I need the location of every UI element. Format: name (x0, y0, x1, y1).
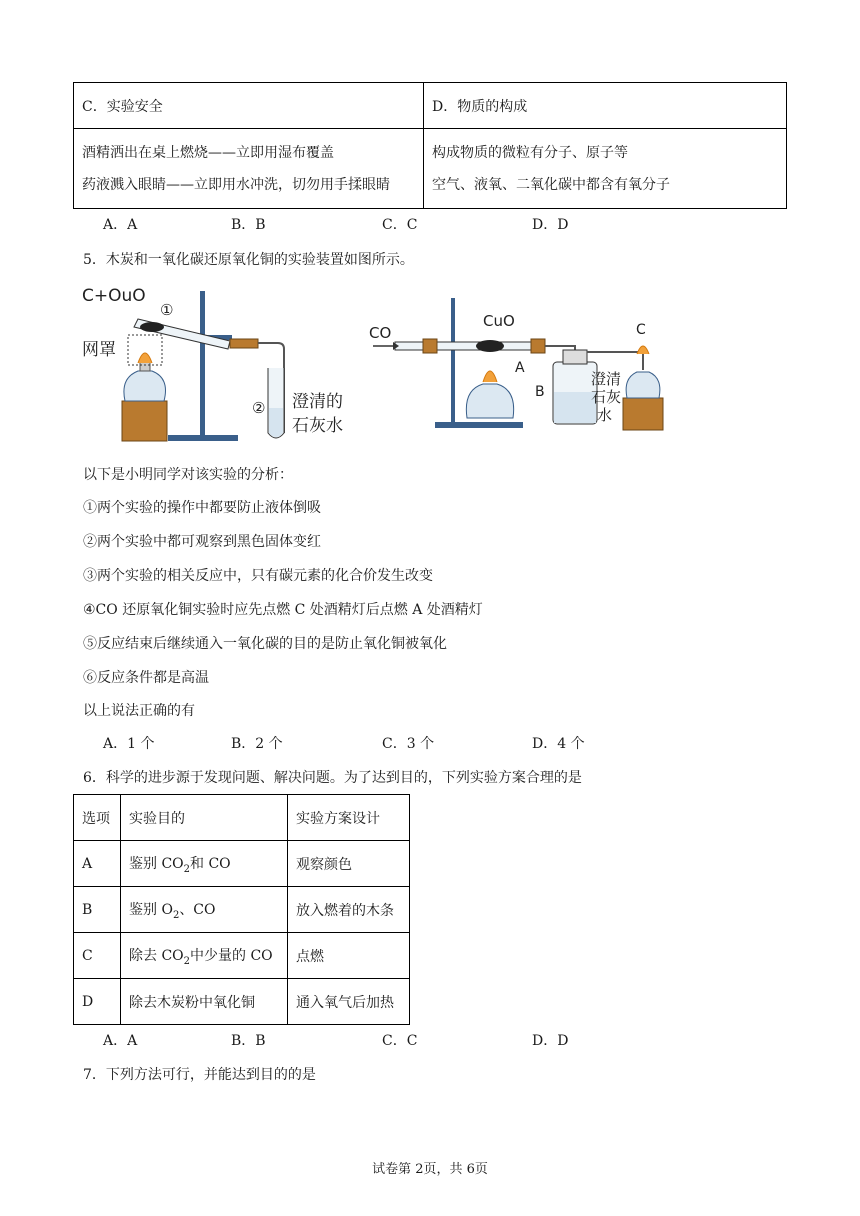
q6-option-c[interactable]: C．C (382, 1033, 418, 1049)
table-row (74, 933, 410, 979)
stand-rod (200, 291, 205, 437)
q5-option-d[interactable]: D．4 个 (532, 736, 585, 752)
fig2-lime-label-3: 水 (597, 406, 613, 424)
q6-row-a-goal: 鉴别 $CO_2$和 CO (121, 841, 288, 887)
q6-row-d-goal: 除去木炭粉中氧化铜 (121, 979, 288, 1025)
c-line-2: 药液溅入眼睛——立即用水冲洗，切勿用手揉眼睛 (82, 176, 390, 193)
fig2-c-label: C (636, 322, 646, 338)
q6-option-b[interactable]: B．B (231, 1033, 266, 1049)
wood-block-2 (623, 398, 663, 430)
q5-statement-1: ①两个实验的操作中都要防止液体倒吸 (83, 500, 321, 516)
table-row (74, 841, 410, 887)
lamp-a (466, 384, 513, 418)
q5-statement-2: ②两个实验中都可观察到黑色固体变红 (83, 534, 321, 550)
q6-option-d[interactable]: D．D (532, 1033, 569, 1049)
q6-header-plan: 实验方案设计 (288, 795, 410, 841)
q6-row-b-plan: 放入燃着的木条 (288, 887, 410, 933)
q6-row-a-plan: 观察颜色 (288, 841, 410, 887)
table-cell-c-content (74, 129, 424, 209)
q5-option-c[interactable]: C．3 个 (382, 736, 435, 752)
q4-option-b[interactable]: B．B (231, 217, 266, 233)
fig1-mark2: ② (252, 399, 266, 417)
q6-option-a[interactable]: A．A (103, 1033, 138, 1049)
q6-row-d-option: D (74, 979, 121, 1025)
table-row (74, 887, 410, 933)
q6-row-b-option: B (74, 887, 121, 933)
table-cell-d-content (424, 129, 787, 209)
q4-option-a[interactable]: A．A (103, 217, 138, 233)
q5-ask: 以上说法正确的有 (83, 703, 195, 719)
q6-row-b-goal: 鉴别 $O_2$、CO (121, 887, 288, 933)
horizontal-tube (395, 342, 545, 350)
q5-statement-3: ③两个实验的相关反应中，只有碳元素的化合价发生改变 (83, 568, 433, 584)
q4-option-c[interactable]: C．C (382, 217, 418, 233)
co-reduction-apparatus (365, 290, 675, 440)
fig2-lime-label-1: 澄清 (591, 370, 622, 388)
q6-row-c-goal: 除去 $CO_2$中少量的 CO (121, 933, 288, 979)
q6-plan-table (73, 794, 410, 1025)
fig2-cuo-label: CuO (483, 312, 515, 330)
q6-row-c-option: C (74, 933, 121, 979)
carbon-reduction-apparatus (80, 283, 380, 448)
table-row (74, 979, 410, 1025)
q7-stem: 7．下列方法可行，并能达到目的的是 (83, 1067, 316, 1083)
q6-header-goal: 实验目的 (121, 795, 288, 841)
q5-intro: 以下是小明同学对该实验的分析： (83, 467, 293, 483)
alcohol-lamp (124, 371, 166, 401)
fig1-mesh-label: 网罩 (82, 340, 116, 360)
stand2-rod (451, 298, 455, 424)
safety-structure-table (73, 82, 787, 209)
q5-option-a[interactable]: A．1 个 (103, 736, 155, 752)
table-cell-d-header: D．物质的构成 (424, 83, 787, 129)
carbon-copper-powder (140, 322, 164, 332)
fig1-reactant-label: C+OuO (82, 286, 146, 306)
q5-statement-5: ⑤反应结束后继续通入一氧化碳的目的是防止氧化铜被氧化 (83, 636, 447, 652)
wood-block (122, 401, 167, 441)
d-line-1: 构成物质的微粒有分子、原子等 (432, 144, 628, 161)
fig1-mark1: ① (160, 301, 174, 319)
table-cell-c-header: C．实验安全 (74, 83, 424, 129)
fig2-b-label: B (535, 384, 545, 400)
q5-statement-4: ④CO 还原氧化铜实验时应先点燃 C 处酒精灯后点燃 A 处酒精灯 (83, 602, 483, 618)
fig2-co-label: CO (369, 324, 392, 342)
q4-option-d[interactable]: D．D (532, 217, 569, 233)
q5-statement-6: ⑥反应条件都是高温 (83, 670, 209, 686)
fig2-a-label: A (515, 360, 525, 376)
q6-row-a-option: A (74, 841, 121, 887)
c-line-1: 酒精洒出在桌上燃烧——立即用湿布覆盖 (82, 144, 334, 161)
q6-row-c-plan: 点燃 (288, 933, 410, 979)
stand2-base (435, 422, 523, 428)
fig2-lime-label-2: 石灰 (591, 388, 622, 406)
q6-row-d-plan: 通入氧气后加热 (288, 979, 410, 1025)
fig1-lime-label-2: 石灰水 (292, 416, 343, 436)
fig1-lime-label-1: 澄清的 (292, 392, 343, 412)
q5-stem: 5．木炭和一氧化碳还原氧化铜的实验装置如图所示。 (83, 252, 414, 268)
d-line-2: 空气、液氧、二氧化碳中都含有氧分子 (432, 176, 670, 193)
q6-stem: 6．科学的进步源于发现问题、解决问题。为了达到目的，下列实验方案合理的是 (83, 770, 582, 786)
page-footer: 试卷第 2页，共 6页 (372, 1162, 488, 1177)
cuo-powder (476, 340, 504, 352)
lamp-c (626, 372, 660, 398)
q5-option-b[interactable]: B．2 个 (231, 736, 283, 752)
q6-header-option: 选项 (74, 795, 121, 841)
